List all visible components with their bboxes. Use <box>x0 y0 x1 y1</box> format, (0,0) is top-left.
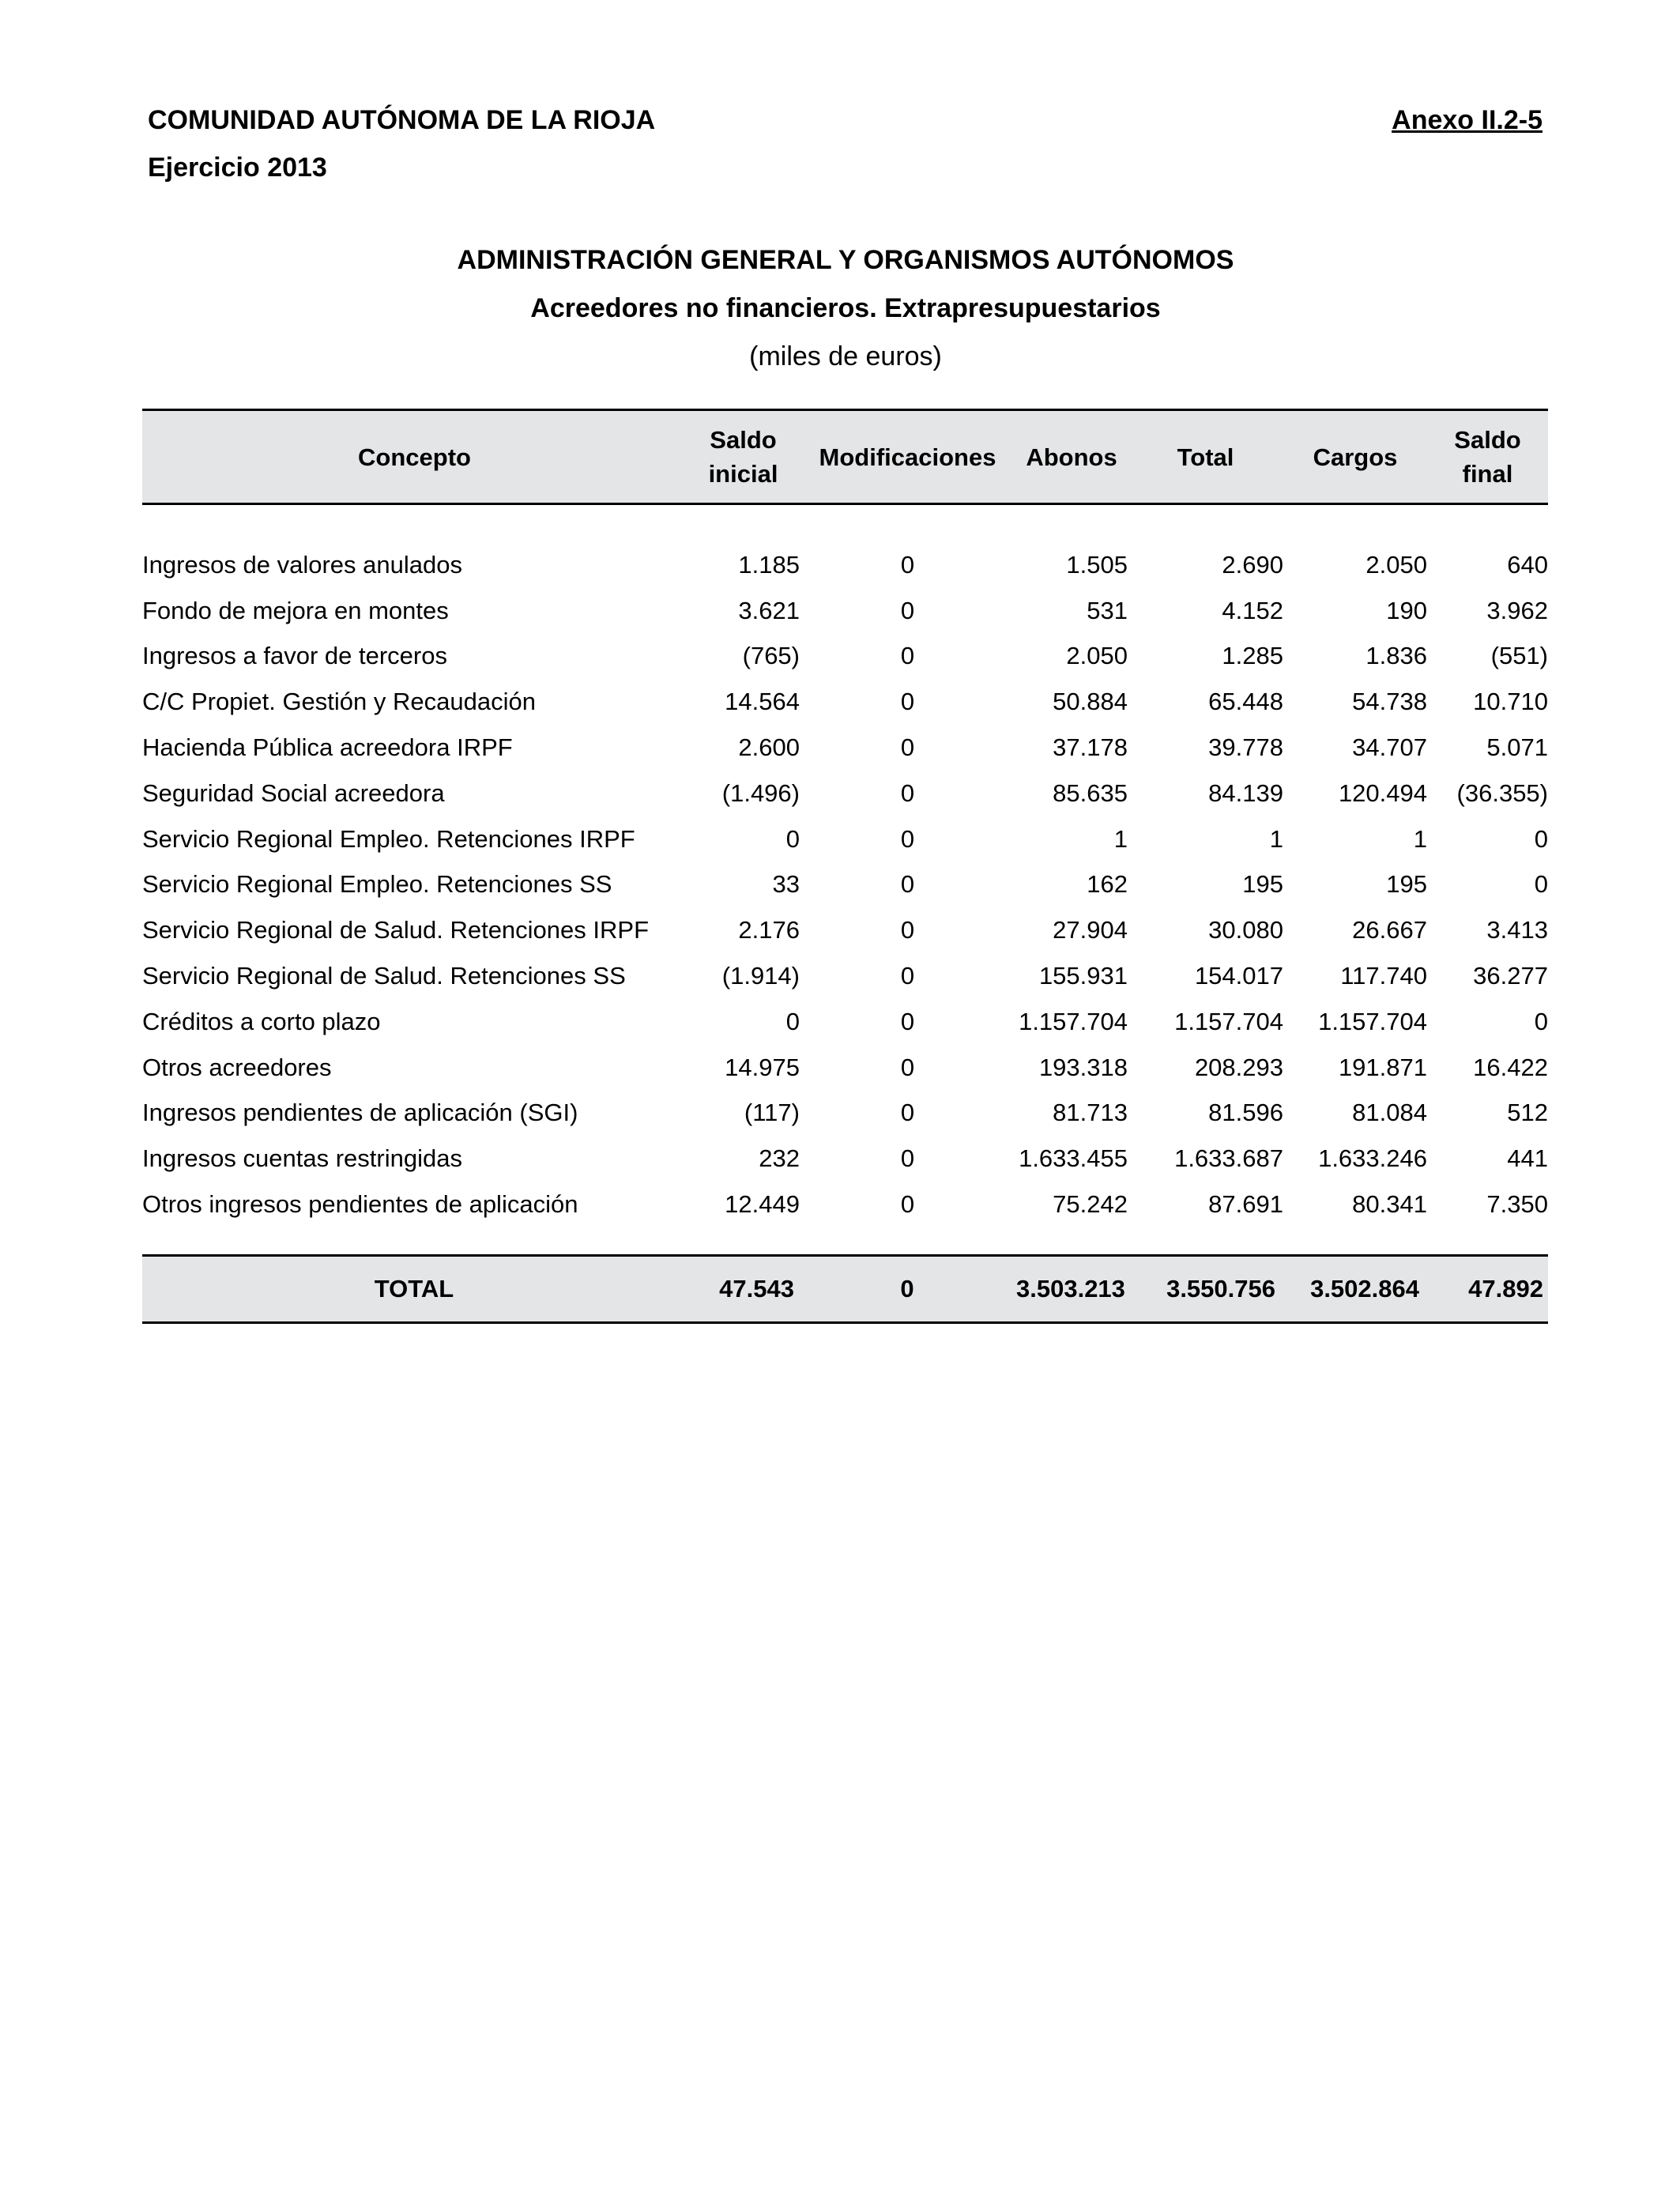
col-header-saldo-inicial-line1: Saldo <box>710 426 777 454</box>
table-body <box>142 504 1548 1227</box>
row-total: 1.285 <box>1222 642 1283 670</box>
total-saldo-final: 47.892 <box>1427 1255 1548 1322</box>
row-saldo-final: 512 <box>1507 1099 1548 1127</box>
row-modificaciones: 0 <box>900 688 915 716</box>
col-header-saldo-inicial-line2: inicial <box>708 460 778 488</box>
spacer-row <box>142 1227 1548 1256</box>
row-modificaciones: 0 <box>900 962 915 990</box>
row-modificaciones: 0 <box>900 916 915 944</box>
row-total: 81.596 <box>1208 1099 1283 1127</box>
row-concepto: Servicio Regional de Salud. Retenciones IRPF <box>142 916 650 944</box>
spacer-row <box>142 504 1548 543</box>
creditors-table <box>142 409 1548 1324</box>
row-total: 87.691 <box>1208 1190 1283 1219</box>
row-cargos: 1.633.246 <box>1318 1144 1427 1173</box>
col-header-total: Total <box>1128 410 1283 504</box>
row-modificaciones: 0 <box>900 550 915 579</box>
row-saldo-inicial: (117) <box>744 1099 800 1127</box>
table-row <box>142 816 1548 862</box>
row-modificaciones: 0 <box>900 1144 915 1173</box>
row-total: 1 <box>1269 824 1283 853</box>
document-header <box>148 96 655 191</box>
row-total: 65.448 <box>1208 688 1283 716</box>
row-modificaciones: 0 <box>900 1007 915 1035</box>
annex-label: Anexo II.2-5 <box>1392 105 1543 135</box>
row-abonos: 1 <box>1113 824 1128 853</box>
table-row <box>142 679 1548 725</box>
row-concepto: Servicio Regional Empleo. Retenciones IRPF <box>142 824 635 853</box>
row-saldo-final: 10.710 <box>1473 688 1548 716</box>
row-cargos: 191.871 <box>1338 1053 1427 1081</box>
row-cargos: 2.050 <box>1365 550 1427 579</box>
row-cargos: 80.341 <box>1352 1190 1427 1219</box>
table-row <box>142 1091 1548 1137</box>
row-concepto: Ingresos pendientes de aplicación (SGI) <box>142 1099 578 1127</box>
row-saldo-final: (36.355) <box>1456 778 1548 807</box>
row-saldo-inicial: 33 <box>772 870 800 899</box>
row-concepto: Créditos a corto plazo <box>142 1007 381 1035</box>
region-name: COMUNIDAD AUTÓNOMA DE LA RIOJA <box>148 105 656 135</box>
total-label: TOTAL <box>142 1255 687 1322</box>
row-saldo-inicial: 2.176 <box>738 916 800 944</box>
row-abonos: 81.713 <box>1053 1099 1128 1127</box>
col-header-saldo-final-line2: final <box>1462 460 1513 488</box>
col-header-saldo-final-line1: Saldo <box>1454 426 1521 454</box>
table-row <box>142 771 1548 816</box>
row-concepto: Fondo de mejora en montes <box>142 596 449 624</box>
row-abonos: 50.884 <box>1053 688 1128 716</box>
row-saldo-final: 0 <box>1534 824 1548 853</box>
row-modificaciones: 0 <box>900 870 915 899</box>
row-cargos: 1.836 <box>1365 642 1427 670</box>
row-saldo-final: 640 <box>1507 550 1548 579</box>
row-abonos: 75.242 <box>1053 1190 1128 1219</box>
total-modificaciones: 0 <box>800 1255 1015 1322</box>
total-cargos: 3.502.864 <box>1283 1255 1427 1322</box>
table-row <box>142 1045 1548 1091</box>
row-total: 1.157.704 <box>1174 1007 1283 1035</box>
row-total: 4.152 <box>1222 596 1283 624</box>
row-saldo-final: 3.962 <box>1486 596 1548 624</box>
row-saldo-inicial: (765) <box>742 642 800 670</box>
table-row <box>142 999 1548 1045</box>
row-modificaciones: 0 <box>900 778 915 807</box>
row-total: 30.080 <box>1208 916 1283 944</box>
col-header-modificaciones: Modificaciones <box>800 410 1015 504</box>
total-abonos: 3.503.213 <box>1015 1255 1128 1322</box>
row-abonos: 155.931 <box>1038 962 1128 990</box>
row-concepto: Servicio Regional Empleo. Retenciones SS <box>142 870 612 899</box>
row-cargos: 26.667 <box>1352 916 1427 944</box>
row-cargos: 120.494 <box>1338 778 1427 807</box>
table-row <box>142 1182 1548 1227</box>
col-header-saldo-final <box>1427 410 1548 504</box>
row-abonos: 162 <box>1087 870 1128 899</box>
row-saldo-final: 441 <box>1507 1144 1548 1173</box>
row-concepto: Otros acreedores <box>142 1053 332 1081</box>
row-concepto: Seguridad Social acreedora <box>142 778 445 807</box>
row-modificaciones: 0 <box>900 1053 915 1081</box>
row-saldo-final: 3.413 <box>1486 916 1548 944</box>
row-cargos: 195 <box>1386 870 1427 899</box>
units-note: (miles de euros) <box>749 341 942 371</box>
row-modificaciones: 0 <box>900 1190 915 1219</box>
row-concepto: Otros ingresos pendientes de aplicación <box>142 1190 578 1219</box>
row-abonos: 1.633.455 <box>1019 1144 1128 1173</box>
col-header-saldo-inicial <box>687 410 800 504</box>
table-row <box>142 634 1548 680</box>
row-saldo-inicial: 14.975 <box>725 1053 800 1081</box>
row-abonos: 27.904 <box>1053 916 1128 944</box>
row-concepto: Hacienda Pública acreedora IRPF <box>142 733 513 762</box>
table-row <box>142 542 1548 588</box>
table-row <box>142 907 1548 953</box>
row-saldo-inicial: 1.185 <box>738 550 800 579</box>
row-saldo-final: 7.350 <box>1486 1190 1548 1219</box>
row-cargos: 54.738 <box>1352 688 1427 716</box>
row-total: 39.778 <box>1208 733 1283 762</box>
row-abonos: 85.635 <box>1053 778 1128 807</box>
row-abonos: 1.157.704 <box>1019 1007 1128 1035</box>
fiscal-year: Ejercicio 2013 <box>148 153 327 183</box>
table-row <box>142 1136 1548 1182</box>
total-total: 3.550.756 <box>1128 1255 1283 1322</box>
row-abonos: 531 <box>1087 596 1128 624</box>
col-header-cargos: Cargos <box>1283 410 1427 504</box>
row-total: 84.139 <box>1208 778 1283 807</box>
row-modificaciones: 0 <box>900 596 915 624</box>
row-total: 195 <box>1242 870 1283 899</box>
row-modificaciones: 0 <box>900 1099 915 1127</box>
row-concepto: Ingresos a favor de terceros <box>142 642 447 670</box>
row-saldo-inicial: 3.621 <box>738 596 800 624</box>
col-header-concepto: Concepto <box>142 410 687 504</box>
row-total: 2.690 <box>1222 550 1283 579</box>
row-cargos: 1.157.704 <box>1318 1007 1427 1035</box>
row-modificaciones: 0 <box>900 824 915 853</box>
row-saldo-final: (551) <box>1490 642 1548 670</box>
main-title: ADMINISTRACIÓN GENERAL Y ORGANISMOS AUTÓNOMOS <box>457 245 1234 275</box>
row-cargos: 117.740 <box>1340 962 1427 990</box>
row-total: 208.293 <box>1194 1053 1283 1081</box>
row-saldo-inicial: 0 <box>785 1007 800 1035</box>
total-row <box>142 1255 1548 1322</box>
table-header-row <box>142 410 1548 504</box>
row-abonos: 193.318 <box>1038 1053 1128 1081</box>
row-saldo-inicial: (1.914) <box>721 962 800 990</box>
row-abonos: 37.178 <box>1053 733 1128 762</box>
total-saldo-inicial: 47.543 <box>687 1255 800 1322</box>
row-cargos: 34.707 <box>1352 733 1427 762</box>
subtitle: Acreedores no financieros. Extrapresupuestarios <box>530 293 1161 323</box>
row-total: 1.633.687 <box>1174 1144 1283 1173</box>
row-saldo-inicial: 232 <box>759 1144 800 1173</box>
table-row <box>142 588 1548 634</box>
row-saldo-final: 0 <box>1534 1007 1548 1035</box>
row-abonos: 1.505 <box>1066 550 1128 579</box>
row-saldo-final: 36.277 <box>1473 962 1548 990</box>
row-saldo-inicial: 12.449 <box>725 1190 800 1219</box>
row-cargos: 1 <box>1413 824 1427 853</box>
table-row <box>142 953 1548 999</box>
row-saldo-inicial: 0 <box>785 824 800 853</box>
table-row <box>142 862 1548 908</box>
row-saldo-inicial: 14.564 <box>725 688 800 716</box>
row-modificaciones: 0 <box>900 733 915 762</box>
row-saldo-inicial: 2.600 <box>738 733 800 762</box>
row-cargos: 190 <box>1386 596 1427 624</box>
row-saldo-final: 16.422 <box>1473 1053 1548 1081</box>
table-titles <box>0 236 1680 381</box>
row-modificaciones: 0 <box>900 642 915 670</box>
row-cargos: 81.084 <box>1352 1099 1427 1127</box>
table-row <box>142 725 1548 771</box>
row-saldo-final: 5.071 <box>1486 733 1548 762</box>
row-concepto: C/C Propiet. Gestión y Recaudación <box>142 688 536 716</box>
row-saldo-final: 0 <box>1534 870 1548 899</box>
row-concepto: Ingresos cuentas restringidas <box>142 1144 462 1173</box>
row-concepto: Ingresos de valores anulados <box>142 550 462 579</box>
col-header-abonos: Abonos <box>1015 410 1128 504</box>
row-concepto: Servicio Regional de Salud. Retenciones SS <box>142 962 626 990</box>
row-abonos: 2.050 <box>1066 642 1128 670</box>
row-saldo-inicial: (1.496) <box>721 778 800 807</box>
row-total: 154.017 <box>1194 962 1283 990</box>
